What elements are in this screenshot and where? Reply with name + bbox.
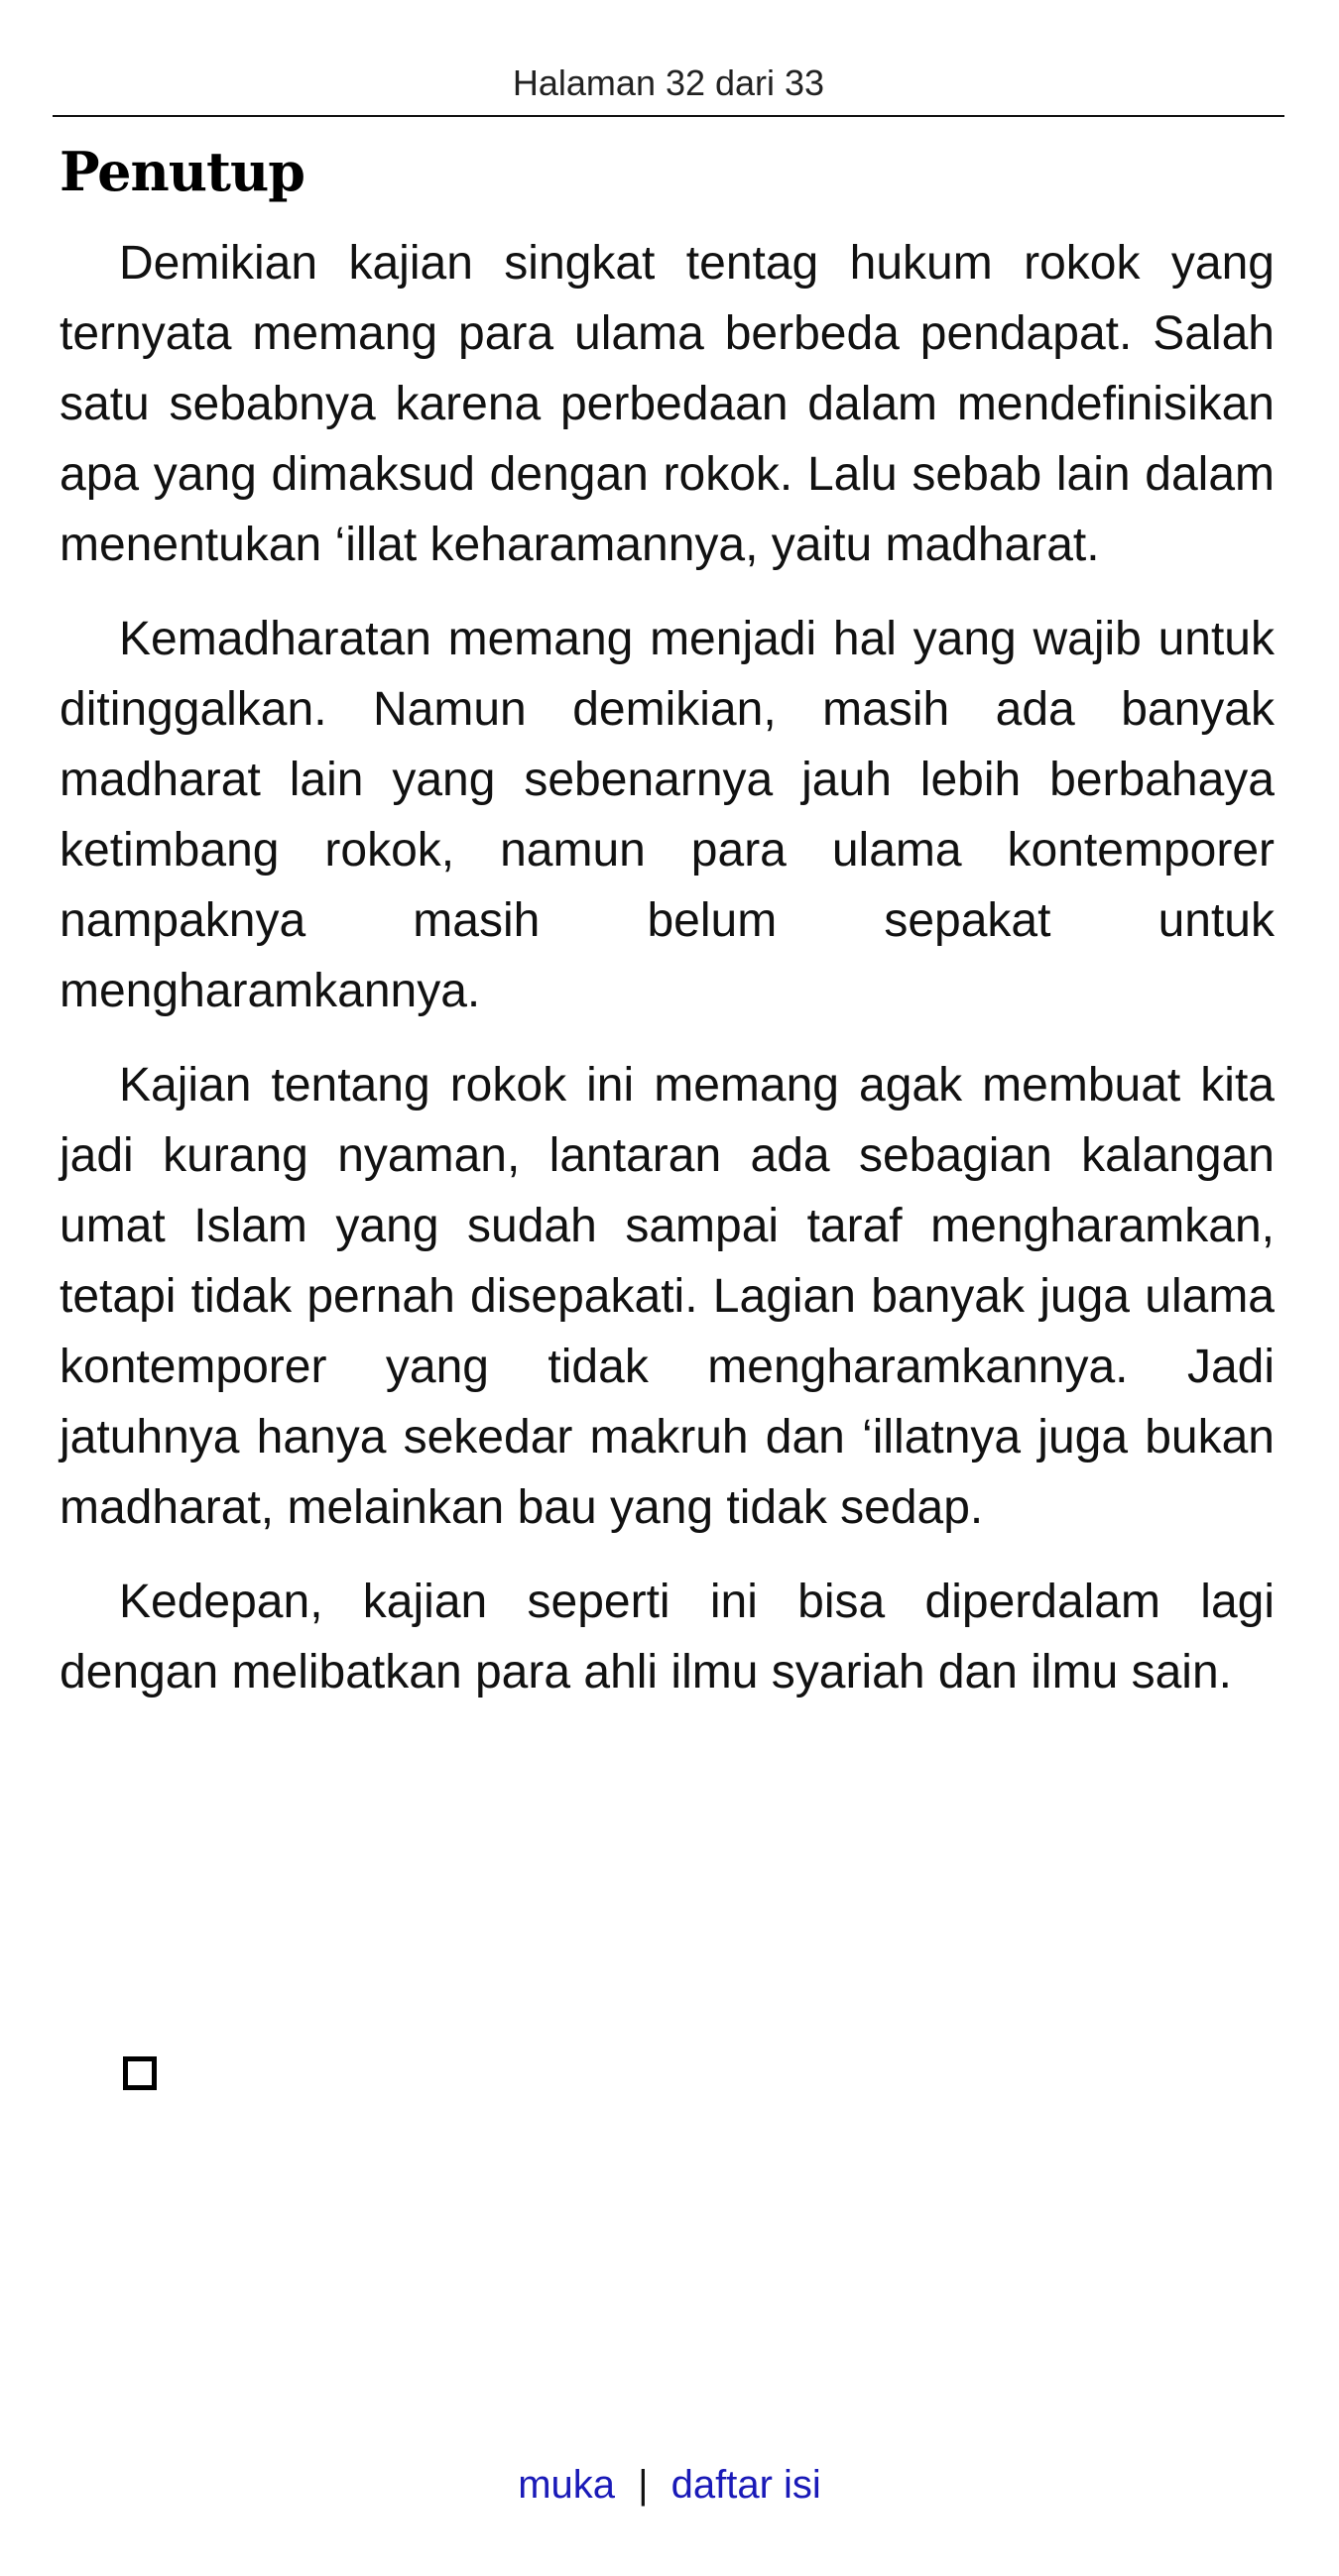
paragraph: Demikian kajian singkat tentag hukum rokok yang ternyata memang para ulama berbeda pendapat. Salah satu sebabnya karena perbedaan dalam mendefinisikan apa yang dimaksud dengan rokok. Lalu sebab lain dalam menentukan ‘illat keharamannya, yaitu madharat. [60,237,1275,571]
table-of-contents-link[interactable]: daftar isi [670,2463,821,2507]
section-title: Penutup [60,140,304,203]
page-header [53,61,1284,117]
paragraph: Kemadharatan memang menjadi hal yang wajib untuk ditinggalkan. Namun demikian, masih ada banyak madharat lain yang sebenarnya jauh lebih berbahaya ketimbang rokok, namun para ulama kontemporer nampaknya masih belum sepakat untuk mengharamkannya. [60,613,1275,1017]
home-link[interactable]: muka [518,2463,615,2507]
link-separator: | [638,2463,649,2507]
paragraph: Kajian tentang rokok ini memang agak membuat kita jadi kurang nyaman, lantaran ada sebagian kalangan umat Islam yang sudah sampai taraf mengharamkan, tetapi tidak pernah disepakati. Lagian banyak juga ulama kontemporer yang tidak mengharamkannya. Jadi jatuhnya hanya sekedar makruh dan ‘illatnya juga bukan madharat, melainkan bau yang tidak sedap. [60,1059,1275,1534]
page-indicator: Halaman 32 dari 33 [512,62,825,103]
end-of-section-square-icon [123,2056,157,2090]
paragraph: Kedepan, kajian seperti ini bisa diperdalam lagi dengan melibatkan para ahli ilmu syariah dan ilmu sain. [60,1576,1275,1698]
footer-navigation [0,2459,1339,2511]
chapter-content [60,137,1275,1731]
